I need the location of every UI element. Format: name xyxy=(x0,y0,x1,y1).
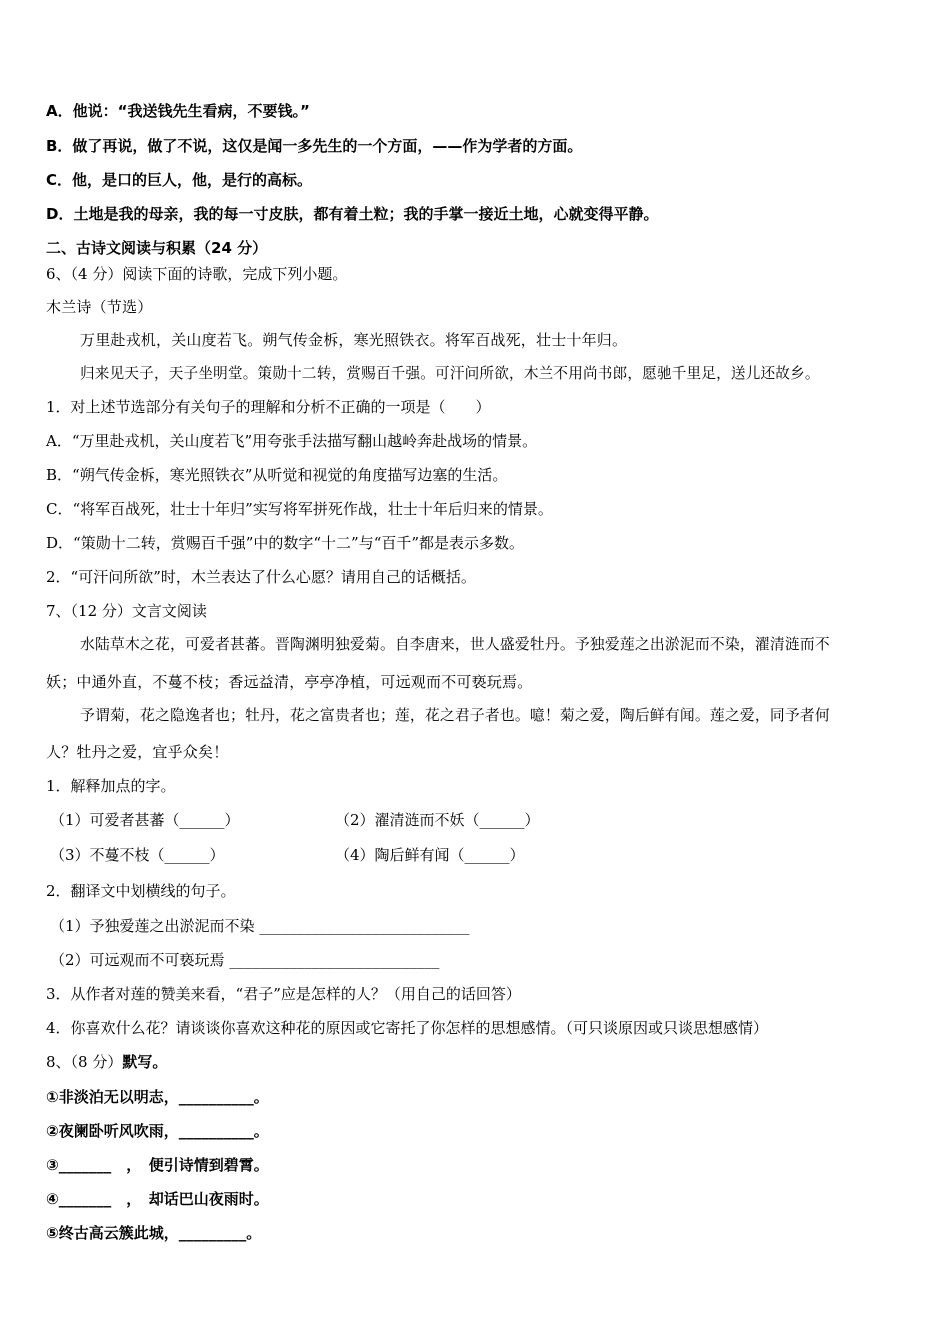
q7-para2-a: 予谓菊，花之隐逸者也；牡丹，花之富贵者也；莲，花之君子者也。噫！菊之爱，陶后鲜有闻。莲之爱，同予者何 xyxy=(80,707,830,724)
q8-stem-bold: 默写。 xyxy=(122,1053,168,1071)
q7-blank-1: （1）可爱者甚蕃（______） xyxy=(50,811,240,829)
q7-blank-3: （3）不蔓不枝（______） xyxy=(50,846,225,864)
q7-sub3: 3．从作者对莲的赞美来看，“君子”应是怎样的人？（用自己的话回答） xyxy=(46,985,521,1003)
q6-sub2: 2．“可汗问所欲”时，木兰表达了什么心愿？请用自己的话概括。 xyxy=(46,568,476,586)
q8-item-2: ②夜阑卧听风吹雨，__________。 xyxy=(46,1122,269,1140)
q7-sub2: 2．翻译文中划横线的句子。 xyxy=(46,882,236,900)
q6-option-b: B．“朔气传金柝，寒光照铁衣”从听觉和视觉的角度描写边塞的生活。 xyxy=(46,466,508,484)
q7-para1-a: 水陆草木之花，可爱者甚蕃。晋陶渊明独爱菊。自李唐来，世人盛爱牡丹。予独爱莲之出淤泥而不染，濯清涟而不 xyxy=(80,636,830,653)
q7-trans-1: （1）予独爱莲之出淤泥而不染 ____________________________ xyxy=(50,917,470,935)
q7-sub4: 4．你喜欢什么花？请谈谈你喜欢这种花的原因或它寄托了你怎样的思想感情。（可只谈原因或只谈思想感情） xyxy=(46,1019,769,1037)
q8-stem-prefix: 8、（8 分） xyxy=(46,1053,123,1071)
q5-option-a: A．他说：“我送钱先生看病，不要钱。” xyxy=(46,102,310,120)
q6-option-c: C．“将军百战死，壮士十年归”实写将军拼死作战，壮士十年后归来的情景。 xyxy=(46,500,553,518)
q8-item-3: ③_______ ， 便引诗情到碧霄。 xyxy=(46,1156,269,1174)
poem-line-2: 归来见天子，天子坐明堂。策勋十二转，赏赐百千强。可汗问所欲，木兰不用尚书郎，愿驰千里足，送儿还故乡。 xyxy=(80,365,820,382)
q8-stem xyxy=(46,1052,167,1072)
q7-blank-4: （4）陶后鲜有闻（______） xyxy=(335,846,525,864)
poem-line-1: 万里赴戎机，关山度若飞。朔气传金柝，寒光照铁衣。将军百战死，壮士十年归。 xyxy=(80,331,628,349)
q6-stem: 6、（4 分）阅读下面的诗歌，完成下列小题。 xyxy=(46,265,348,283)
poem-title: 木兰诗（节选） xyxy=(46,298,153,316)
q6-sub1: 1．对上述节选部分有关句子的理解和分析不正确的一项是（ ） xyxy=(46,398,491,416)
q7-sub1: 1．解释加点的字。 xyxy=(46,777,176,795)
q6-option-a: A．“万里赴戎机，关山度若飞”用夸张手法描写翻山越岭奔赴战场的情景。 xyxy=(46,432,538,450)
q5-option-b: B．做了再说，做了不说，这仅是闻一多先生的一个方面，——作为学者的方面。 xyxy=(46,137,583,155)
section2-title: 二、古诗文阅读与积累（24 分） xyxy=(46,239,268,257)
q7-para2-b: 人？牡丹之爱，宜乎众矣！ xyxy=(46,743,229,761)
q5-option-d: D．土地是我的母亲，我的每一寸皮肤，都有着土粒；我的手掌一接近土地，心就变得平静。 xyxy=(46,205,659,223)
q7-blank-2: （2）濯清涟而不妖（______） xyxy=(335,811,540,829)
q8-item-5: ⑤终古高云簇此城，_________。 xyxy=(46,1224,262,1242)
q7-stem: 7、（12 分）文言文阅读 xyxy=(46,602,207,620)
q7-trans-2: （2）可远观而不可亵玩焉 ____________________________ xyxy=(50,951,440,969)
q8-item-1: ①非淡泊无以明志，__________。 xyxy=(46,1088,269,1106)
q6-option-d: D．“策勋十二转，赏赐百千强”中的数字“十二”与“百千”都是表示多数。 xyxy=(46,534,525,552)
q8-item-4: ④_______ ， 却话巴山夜雨时。 xyxy=(46,1190,269,1208)
q5-option-c: C．他，是口的巨人，他，是行的高标。 xyxy=(46,171,313,189)
q7-para1-b: 妖；中通外直，不蔓不枝；香远益清，亭亭净植，可远观而不可亵玩焉。 xyxy=(46,673,533,691)
